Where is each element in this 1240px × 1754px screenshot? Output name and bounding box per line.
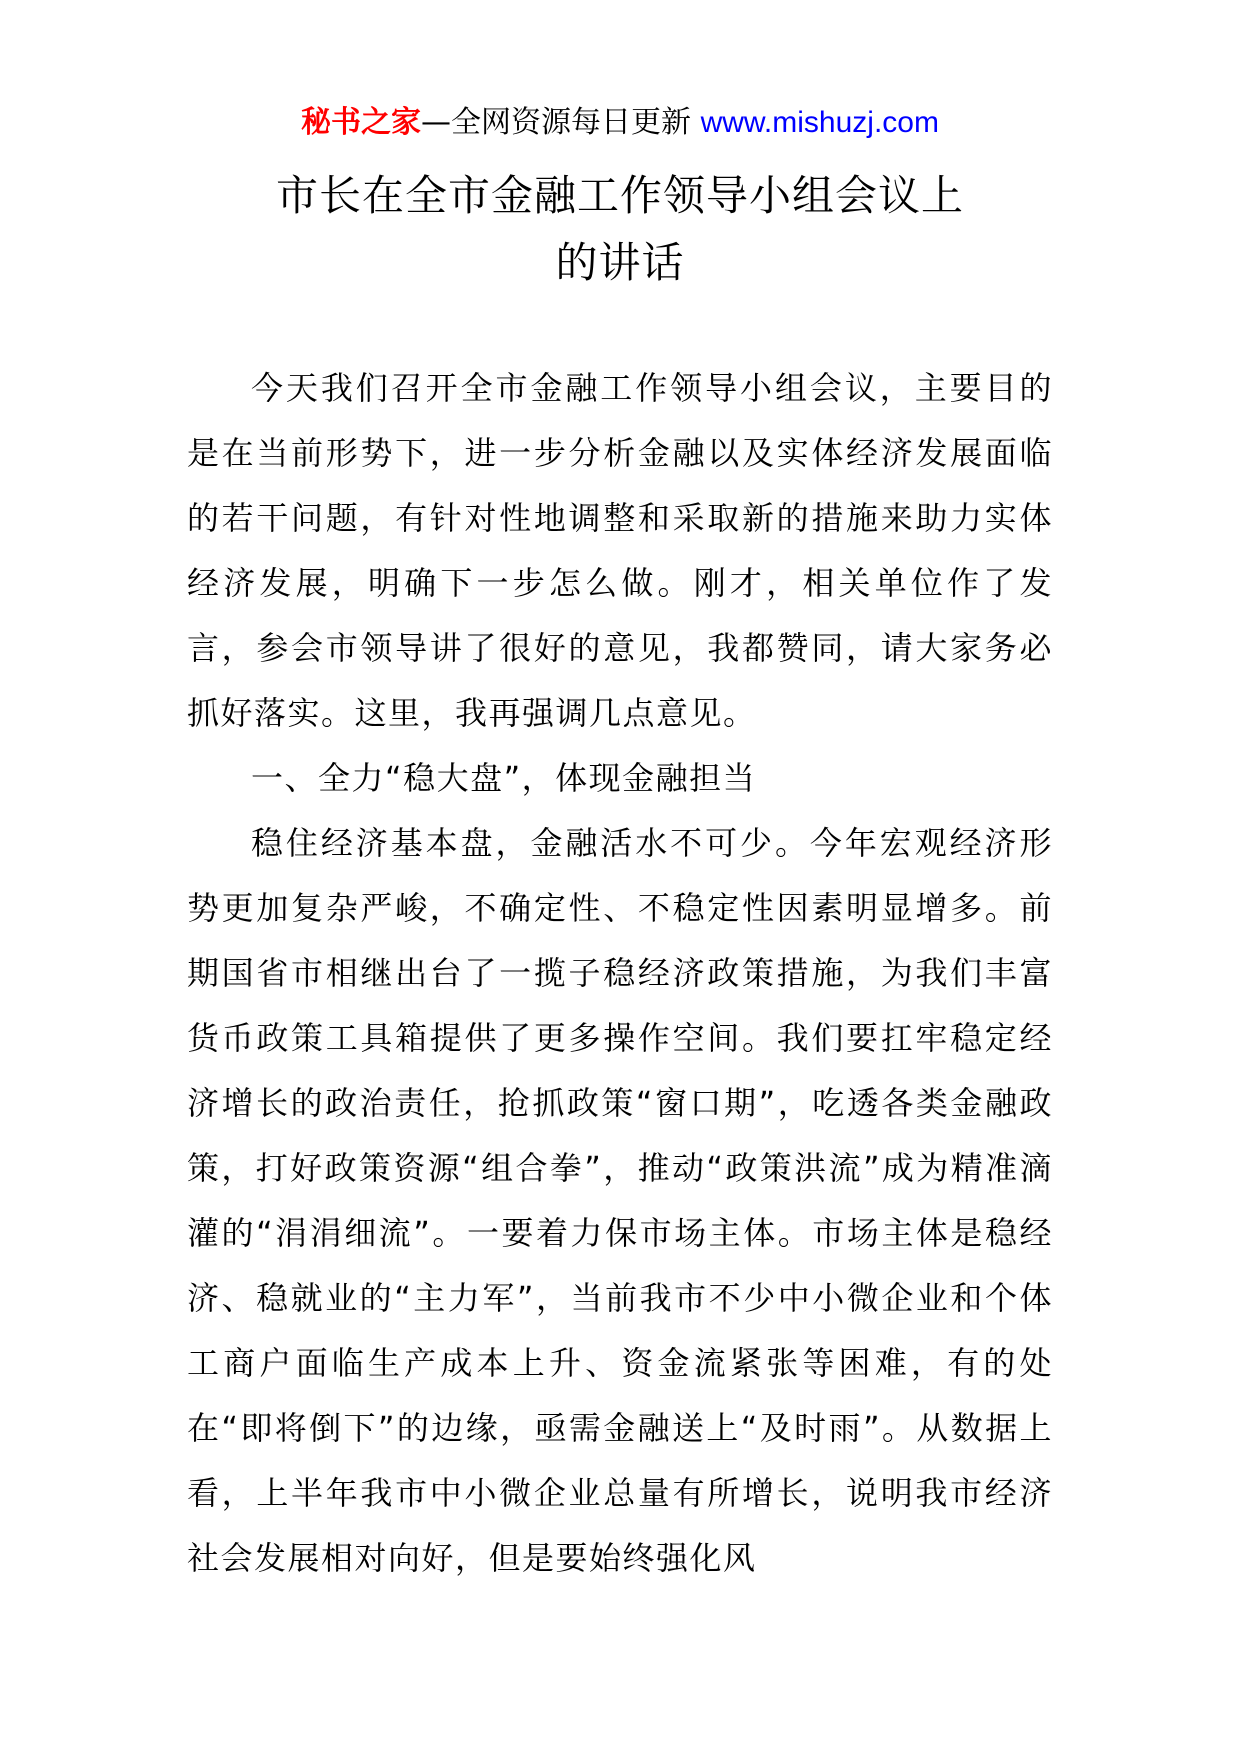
title-line-1: 市长在全市金融工作领导小组会议上 — [275, 171, 964, 220]
document-title — [0, 162, 1240, 296]
title-line-2: 的讲话 — [555, 238, 685, 287]
section-1-heading: 一、全力“稳大盘”，体现金融担当 — [251, 759, 757, 797]
intro-paragraph: 今天我们召开全市金融工作领导小组会议，主要目的是在当前形势下，进一步分析金融以及实体经济发展面临的若干问题，有针对性地调整和采取新的措施来助力实体经济发展，明确下一步怎么做。刚才，相关单位作了发言，参会市领导讲了很好的意见，我都赞同，请大家务必抓好落实。这里，我再强调几点意见。 — [187, 369, 1053, 732]
section-1-paragraph: 稳住经济基本盘，金融活水不可少。今年宏观经济形势更加复杂严峻，不确定性、不稳定性因素明显增多。前期国省市相继出台了一揽子稳经济政策措施，为我们丰富货币政策工具箱提供了更多操作空间。我们要扛牢稳定经济增长的政治责任，抢抓政策“窗口期”，吃透各类金融政策，打好政策资源“组合拳”，推动“政策洪流”成为精准滴灌的“涓涓细流”。一要着力保市场主体。市场主体是稳经济、稳就业的“主力军”，当前我市不少中小微企业和个体工商户面临生产成本上升、资金流紧张等困难，有的处在“即将倒下”的边缘，亟需金融送上“及时雨”。从数据上看，上半年我市中小微企业总量有所增长，说明我市经济社会发展相对向好，但是要始终强化风 — [187, 824, 1053, 1577]
header-banner — [0, 100, 1240, 146]
site-url-link[interactable]: www.mishuzj.com — [700, 106, 939, 139]
header-tagline: —全网资源每日更新 — [421, 105, 701, 140]
document-body — [187, 356, 1053, 1591]
brand-name: 秘书之家 — [301, 105, 422, 140]
